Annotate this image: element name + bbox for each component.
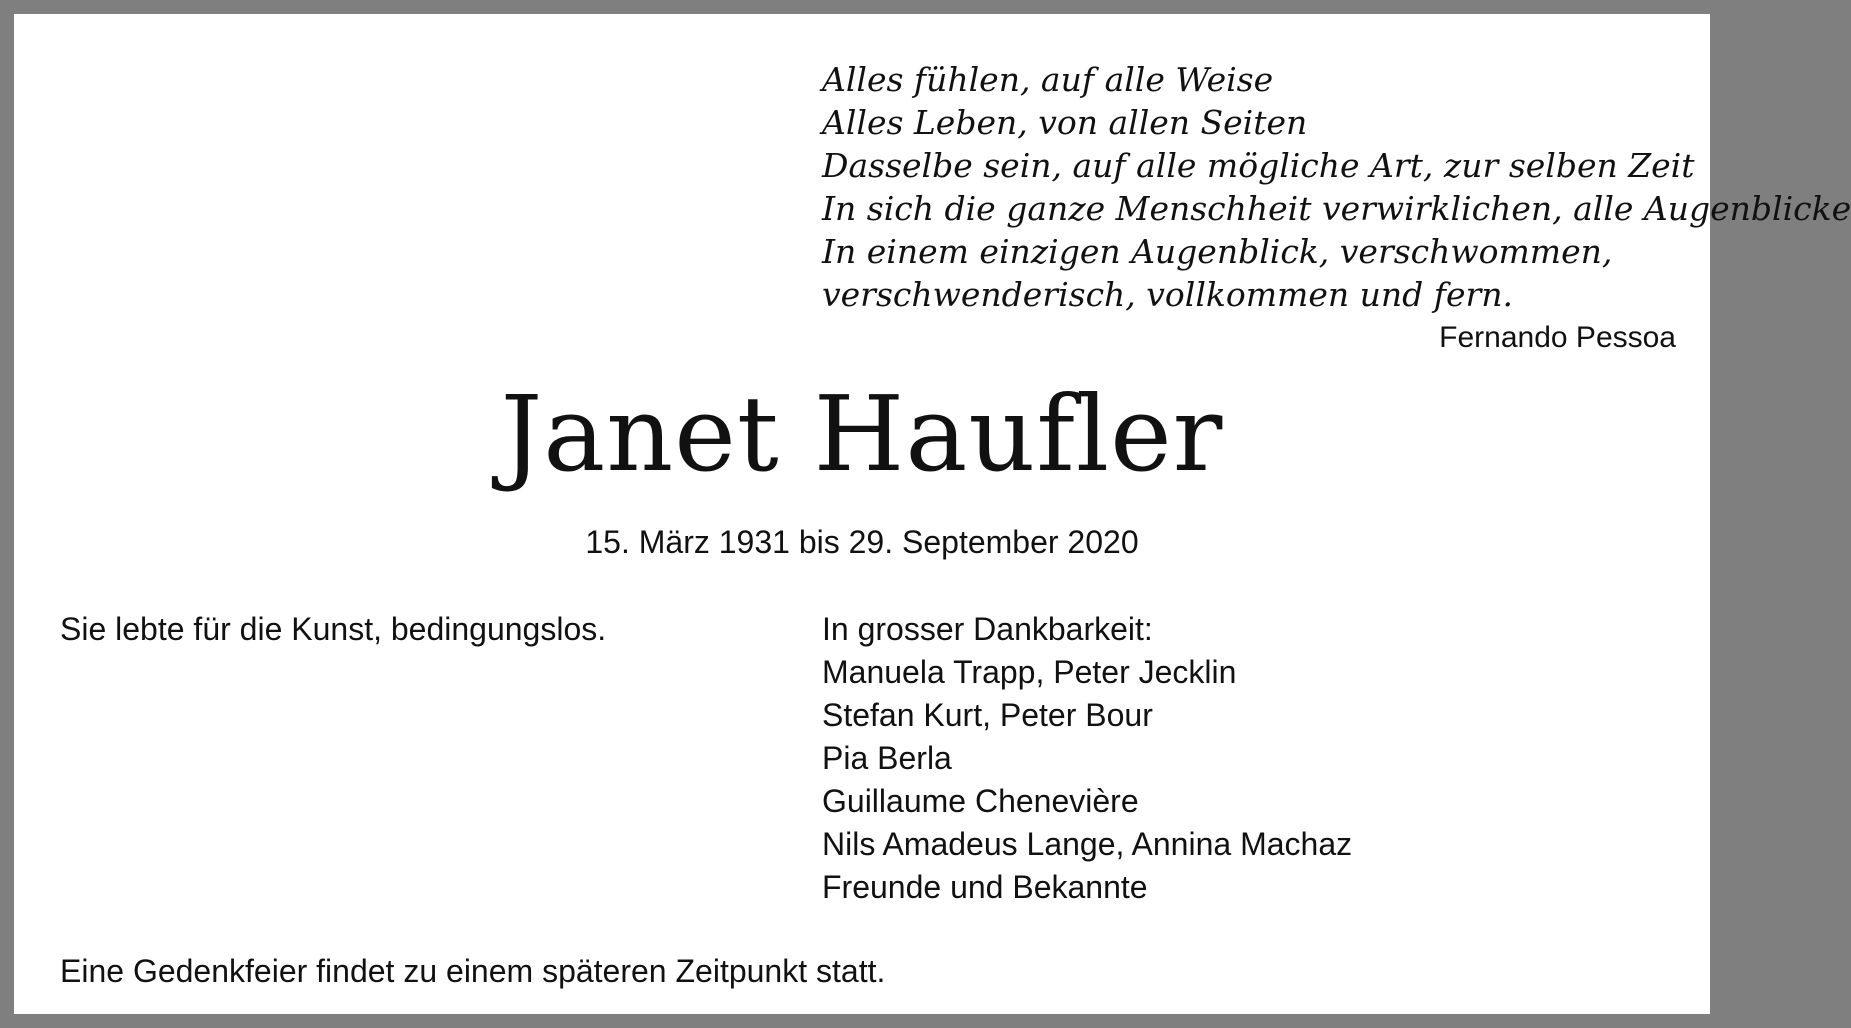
mourner-name: Stefan Kurt, Peter Bour — [822, 697, 1153, 733]
obituary-notice — [14, 14, 1851, 1014]
mourner-name: Pia Berla — [822, 740, 952, 776]
deceased-name: Janet Haufler — [500, 373, 1224, 495]
poem-line: In einem einzigen Augenblick, verschwommen, — [822, 232, 1613, 271]
mourner-name: Guillaume Chenevière — [822, 783, 1139, 819]
poem-line: verschwenderisch, vollkommen und fern. — [822, 275, 1514, 314]
poem-line: Alles fühlen, auf alle Weise — [822, 60, 1274, 99]
poem-line: Alles Leben, von allen Seiten — [822, 103, 1308, 142]
poem-line: In sich die ganze Menschheit verwirklichen, alle Augenblicke — [822, 189, 1851, 228]
memorial-note: Eine Gedenkfeier findet zu einem späteren Zeitpunkt statt. — [60, 953, 886, 989]
poem-author: Fernando Pessoa — [1439, 321, 1676, 354]
mourner-name: Manuela Trapp, Peter Jecklin — [822, 654, 1237, 690]
life-dates: 15. März 1931 bis 29. September 2020 — [585, 524, 1139, 560]
thanks-heading: In grosser Dankbarkeit: — [822, 611, 1153, 647]
mourner-name: Nils Amadeus Lange, Annina Machaz — [822, 826, 1353, 862]
mourner-name: Freunde und Bekannte — [822, 869, 1148, 905]
poem-line: Dasselbe sein, auf alle mögliche Art, zur selben Zeit — [822, 146, 1695, 185]
thanks-block — [822, 608, 1352, 909]
tribute-text: Sie lebte für die Kunst, bedingungslos. — [60, 611, 607, 647]
poem-quote — [822, 58, 1851, 359]
